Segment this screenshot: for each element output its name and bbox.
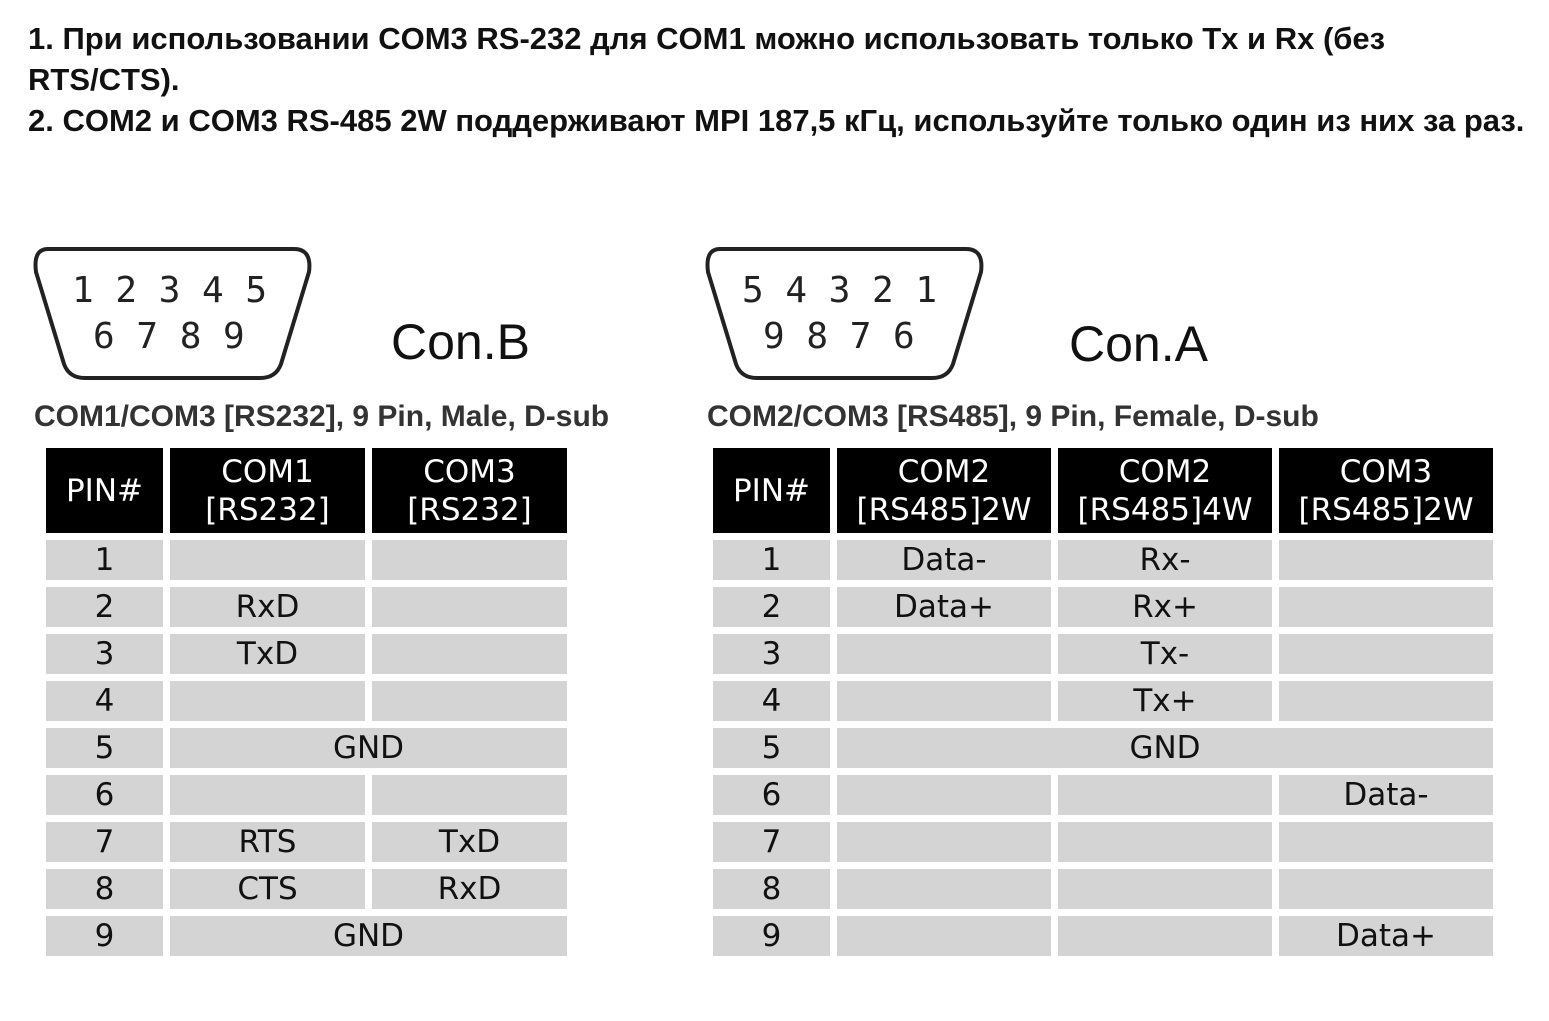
dsub-male-connector-icon (30, 244, 315, 382)
header-cell (170, 448, 365, 533)
table-row (46, 869, 567, 909)
signal-cell: RTS (170, 822, 365, 862)
header-line-2: [RS232] (205, 491, 330, 528)
pin-cell: 3 (46, 634, 163, 674)
pin-cell: 8 (46, 869, 163, 909)
pin-cell: 9 (713, 916, 830, 956)
pin-cell: 1 (46, 540, 163, 580)
header-line-2: [RS485]2W (1298, 491, 1474, 528)
dsub-female-connector-icon (702, 244, 987, 382)
table-row (46, 634, 567, 674)
con-b-top-pin-numbers: 1 2 3 4 5 (72, 270, 268, 311)
signal-cell (372, 681, 567, 721)
header-line-1: PIN# (65, 472, 143, 509)
table-row (46, 540, 567, 580)
header-line-1: COM3 (423, 453, 516, 490)
table-row (713, 869, 1493, 909)
signal-cell (1279, 869, 1493, 909)
con-a-subtitle: COM2/COM3 [RS485], 9 Pin, Female, D-sub (707, 400, 1319, 433)
pin-cell: 4 (713, 681, 830, 721)
signal-cell (170, 775, 365, 815)
header-line-1: COM2 (897, 453, 991, 490)
table-row (713, 775, 1493, 815)
signal-cell (1279, 634, 1493, 674)
signal-cell (1279, 681, 1493, 721)
table-row (46, 775, 567, 815)
signal-cell (837, 869, 1051, 909)
table-row (46, 822, 567, 862)
pin-cell: 6 (46, 775, 163, 815)
signal-cell: Data- (1279, 775, 1493, 815)
signal-cell (170, 681, 365, 721)
header-line-2: [RS485]2W (856, 491, 1032, 528)
signal-cell (837, 775, 1051, 815)
note-1: 1. При использовании COM3 RS-232 для COM1 можно использовать только Tx и Rx (без RTS/CTS). (28, 21, 1386, 97)
gnd-merged-cell: GND (170, 916, 567, 956)
pin-cell: 9 (46, 916, 163, 956)
table-row (713, 728, 1493, 768)
header-cell (713, 448, 830, 533)
con-a-top-pin-numbers: 5 4 3 2 1 (742, 270, 938, 311)
table-row (713, 822, 1493, 862)
header-line-1: PIN# (732, 472, 810, 509)
signal-cell (837, 916, 1051, 956)
pin-cell: 7 (46, 822, 163, 862)
table-header-row (713, 448, 1493, 533)
pin-cell: 8 (713, 869, 830, 909)
header-line-1: COM2 (1118, 453, 1212, 490)
header-cell (837, 448, 1051, 533)
signal-cell (372, 540, 567, 580)
pin-cell: 2 (46, 587, 163, 627)
table-row (46, 916, 567, 956)
signal-cell (372, 775, 567, 815)
signal-cell (837, 634, 1051, 674)
table-header-row (46, 448, 567, 533)
con-a-pin-table (706, 441, 1500, 963)
signal-cell: Data+ (837, 587, 1051, 627)
gnd-merged-cell: GND (170, 728, 567, 768)
signal-cell: RxD (170, 587, 365, 627)
signal-cell: Tx+ (1058, 681, 1272, 721)
con-a-bottom-pin-numbers: 9 8 7 6 (763, 316, 915, 357)
signal-cell (1279, 822, 1493, 862)
signal-cell (372, 634, 567, 674)
signal-cell (1058, 822, 1272, 862)
signal-cell: Rx+ (1058, 587, 1272, 627)
signal-cell: TxD (372, 822, 567, 862)
signal-cell: CTS (170, 869, 365, 909)
table-row (713, 916, 1493, 956)
pin-cell: 1 (713, 540, 830, 580)
pin-cell: 5 (46, 728, 163, 768)
table-row (713, 587, 1493, 627)
signal-cell (1279, 587, 1493, 627)
pin-cell: 4 (46, 681, 163, 721)
signal-cell (837, 681, 1051, 721)
signal-cell: Data- (837, 540, 1051, 580)
signal-cell: Rx- (1058, 540, 1272, 580)
header-cell (372, 448, 567, 533)
table-row (46, 681, 567, 721)
signal-cell (1058, 916, 1272, 956)
signal-cell: TxD (170, 634, 365, 674)
signal-cell (1058, 775, 1272, 815)
table-row (46, 587, 567, 627)
signal-cell (1279, 540, 1493, 580)
header-line-2: [RS485]4W (1077, 491, 1253, 528)
signal-cell: Data+ (1279, 916, 1493, 956)
note-2: 2. COM2 и COM3 RS-485 2W поддерживают MPI 187,5 кГц, используйте только один из них за раз. (28, 103, 1525, 138)
signal-cell (1058, 869, 1272, 909)
table-row (46, 728, 567, 768)
signal-cell (170, 540, 365, 580)
con-a-label: Con.A (1069, 316, 1208, 372)
pin-cell: 6 (713, 775, 830, 815)
pin-cell: 7 (713, 822, 830, 862)
signal-cell: RxD (372, 869, 567, 909)
table-row (713, 634, 1493, 674)
con-b-label: Con.B (391, 314, 530, 370)
table-row (713, 681, 1493, 721)
header-cell (1058, 448, 1272, 533)
header-line-2: [RS232] (407, 491, 532, 528)
con-b-pin-table (39, 441, 574, 963)
signal-cell (372, 587, 567, 627)
pin-cell: 5 (713, 728, 830, 768)
pin-cell: 3 (713, 634, 830, 674)
header-line-1: COM3 (1339, 453, 1433, 490)
notes-block (28, 18, 1538, 141)
gnd-merged-cell: GND (837, 728, 1493, 768)
header-cell (46, 448, 163, 533)
header-line-1: COM1 (221, 453, 314, 490)
table-row (713, 540, 1493, 580)
header-cell (1279, 448, 1493, 533)
con-b-bottom-pin-numbers: 6 7 8 9 (93, 316, 245, 357)
signal-cell (837, 822, 1051, 862)
con-b-subtitle: COM1/COM3 [RS232], 9 Pin, Male, D-sub (34, 400, 610, 433)
signal-cell: Tx- (1058, 634, 1272, 674)
pin-cell: 2 (713, 587, 830, 627)
